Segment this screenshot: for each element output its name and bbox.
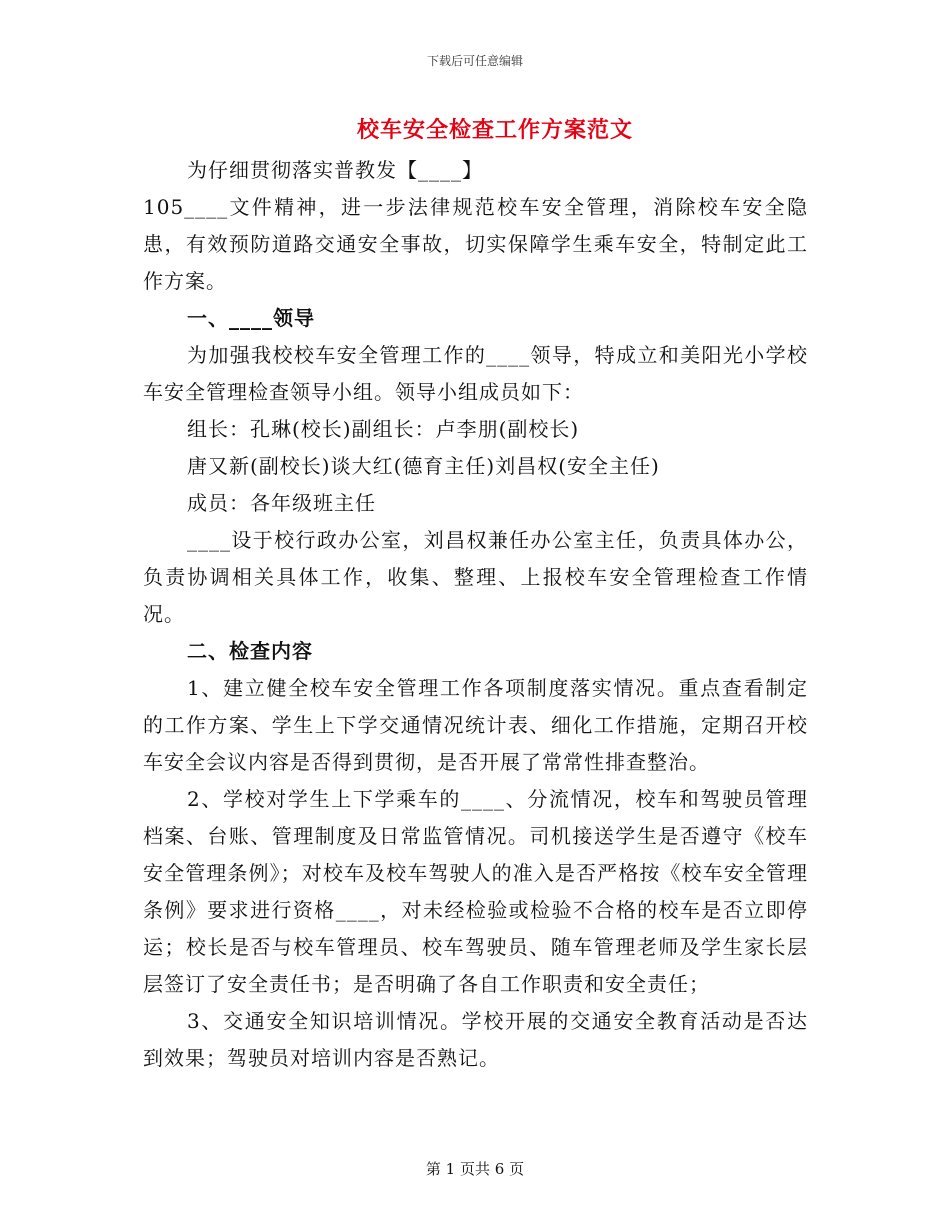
header-note: 下载后可任意编辑 bbox=[426, 54, 523, 68]
paragraph-leaders: 组长：孔琳(校长)副组长：卢李朋(副校长) bbox=[187, 417, 580, 441]
paragraph-item-2: 2、学校对学生上下学乘车的____、分流情况，校车和驾驶员管理档案、台账、管理制度及日常监管情况。司机接送学生是否遵守《校车安全管理条例》；对校车及校车驾驶人的准入是否严格按《校车安全管理条例》要求进行资格____，对未经检验或检验不合格的校车是否立即停运；校长是否与校车管理员、校车驾驶员、随车管理老师及学生家长层层签订了安全责任书；是否明确了各自工作职责和安全责任； bbox=[143, 787, 808, 996]
paragraph-item-1: 1、建立健全校车安全管理工作各项制度落实情况。重点查看制定的工作方案、学生上下学交通情况统计表、细化工作措施，定期召开校车安全会议内容是否得到贯彻，是否开展了常常性排查整治。 bbox=[143, 676, 808, 774]
paragraph-intro-2: 105____文件精神，进一步法律规范校车安全管理，消除校车安全隐患，有效预防道路交通安全事故，切实保障学生乘车安全，特制定此工作方案。 bbox=[143, 195, 808, 293]
paragraph-item-3: 3、交通安全知识培训情况。学校开展的交通安全教育活动是否达到效果；驾驶员对培训内容是否熟记。 bbox=[143, 1009, 808, 1070]
page-indicator: 第 1 页共 6 页 bbox=[425, 1160, 525, 1178]
paragraph-office: ____设于校行政办公室，刘昌权兼任办公室主任，负责具体办公，负责协调相关具体工作，收集、整理、上报校车安全管理检查工作情况。 bbox=[143, 528, 808, 626]
section-heading-content: 二、检查内容 bbox=[187, 639, 313, 663]
document-title: 校车安全检查工作方案范文 bbox=[356, 117, 633, 143]
paragraph-deputies: 唐又新(副校长)谈大红(德育主任)刘昌权(安全主任) bbox=[187, 454, 660, 478]
document-body bbox=[143, 152, 808, 1077]
paragraph-leadership: 为加强我校校车安全管理工作的____领导，特成立和美阳光小学校车安全管理检查领导小组。领导小组成员如下： bbox=[143, 343, 808, 404]
section-heading-leadership: 一、____领导 bbox=[187, 306, 315, 330]
paragraph-intro-1: 为仔细贯彻落实普教发【____】 bbox=[187, 158, 483, 182]
paragraph-members: 成员：各年级班主任 bbox=[187, 491, 376, 515]
